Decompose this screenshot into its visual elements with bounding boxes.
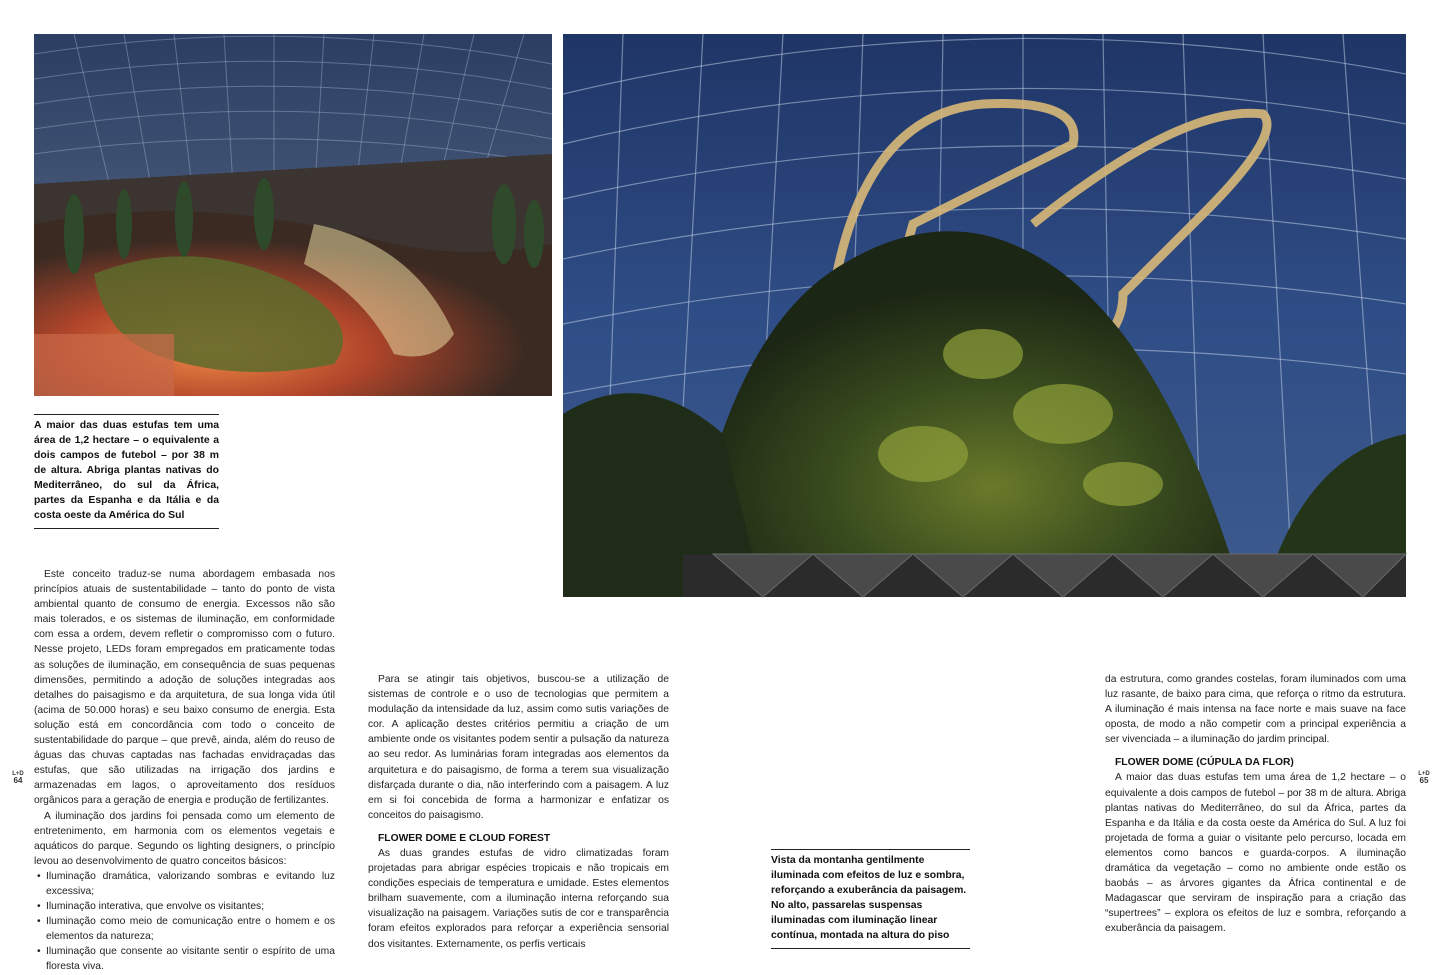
photo-caption-right <box>771 849 970 949</box>
page-number-left <box>12 771 24 785</box>
magazine-logo: L+D <box>1418 771 1430 777</box>
caption-rule-bottom <box>771 948 970 949</box>
caption-text: Vista da montanha gentilmente iluminada com efeitos de luz e sombra, reforçando a exuberância da paisagem. No alto, passarelas suspensas iluminadas com iluminação linear contínua, montada na altura do piso <box>771 855 967 941</box>
paragraph: da estrutura, como grandes costelas, foram iluminados com uma luz rasante, de baixo para cima, que reforça o ritmo da estrutura. A iluminação é mais intensa na face norte e mais suave na face oposta, de modo a não competir com a principal experiência a ser vivenciada – a iluminação do jardim principal. <box>1105 674 1406 746</box>
paragraph: Para se atingir tais objetivos, buscou-se a utilização de sistemas de controle e o uso de tecnologias que permitem a modulação da intensidade da luz, assim como sutis variações de cor. A aplicação destes critérios permitiu a criação de um ambiente onde os visitantes podem sentir a pulsação da natureza ao seu redor. As luminárias foram integradas aos elementos da arquitetura e do paisagismo, de forma a terem sua visualização disfarçada durante o dia, não interferindo com a paisagem. A luz em si foi concebida de forma a harmonizar e enfatizar os conceitos do paisagismo. <box>368 674 669 821</box>
flower-dome-photo <box>34 34 552 396</box>
page-number-right <box>1418 771 1430 785</box>
section-heading: FLOWER DOME E CLOUD FOREST <box>378 832 551 844</box>
text-column-3 <box>1105 672 1406 937</box>
paragraph: A maior das duas estufas tem uma área de 1,2 hectare – o equivalente a dois campos de futebol – por 38 m de altura. Abriga plantas nativas do Mediterrâneo, do sul da África, partes da Espanha e da Itália e da costa oeste da América do Sul. A luz foi projetada de forma a guiar o visitante pelo percurso, locada em elementos como bancos e guarda-corpos. A iluminação dramática da vegetação – como no ambiente onde estão os baobás – as árvores gigantes da África continental e de Madagascar que serviram de inspiração para a criação das “supertrees” – explora os efeitos de luz e sombra, reforçando a exuberância da paisagem. <box>1105 772 1406 935</box>
bullet-item: • Iluminação que consente ao visitante sentir o espírito de uma floresta viva. <box>34 944 335 974</box>
text-column-1 <box>34 567 335 975</box>
section-heading: FLOWER DOME (CÚPULA DA FLOR) <box>1115 757 1294 769</box>
cloud-forest-illustration <box>563 34 1406 597</box>
magazine-logo: L+D <box>12 771 24 777</box>
caption-rule-bottom <box>34 528 219 529</box>
flower-dome-illustration <box>34 34 552 396</box>
bullet-item: • Iluminação como meio de comunicação entre o homem e os elementos da natureza; <box>34 914 335 944</box>
page-number: 64 <box>13 776 23 785</box>
caption-text: A maior das duas estufas tem uma área de 1,2 hectare – o equivalente a dois campos de futebol – por 38 m de altura. Abriga plantas nativas do Mediterrâneo, do sul da África, partes da Espanha e da Itália e da costa oeste da América do Sul <box>34 420 219 521</box>
cloud-forest-photo <box>563 34 1406 597</box>
bullet-item: • Iluminação interativa, que envolve os visitantes; <box>34 899 335 914</box>
page-number: 65 <box>1419 776 1429 785</box>
photo-caption-left <box>34 414 219 529</box>
paragraph: As duas grandes estufas de vidro climatizadas foram projetadas para abrigar espécies tropicais e não tropicais em condições especiais de temperatura e umidade. Estes elementos brilham suavemente, com a iluminação interna reforçando sua visualização na paisagem. Variações sutis de cor e transparência foram efeitos explorados para reforçar a experiência sensorial dos visitantes. Externamente, os perfis verticais <box>368 847 669 950</box>
paragraph: A iluminação dos jardins foi pensada como um elemento de entretenimento, em harmonia com os elementos vegetais e aquáticos do parque. Segundo os lighting designers, o princípio levou ao desenvolvimento de quatro conceitos básicos: <box>34 810 335 867</box>
text-column-2 <box>368 672 669 952</box>
bullet-item: • Iluminação dramática, valorizando sombras e evitando luz excessiva; <box>34 869 335 899</box>
paragraph: Este conceito traduz-se numa abordagem embasada nos princípios atuais de sustentabilidade – tanto do ponto de vista ambiental quanto de consumo de energia. Excessos não são mais tolerados, e os sistemas de iluminação, em conformidade com essa a ordem, devem refletir o compromisso com o futuro. Nesse projeto, LEDs foram empregados em praticamente todas as soluções de iluminação, em consequência de suas pequenas dimensões, permitindo a adoção de soluções integradas aos detalhes do paisagismo e da arquitetura, de sua longa vida útil (acima de 50.000 horas) e seu baixo consumo de energia. Esta solução está em concordância com todo o conceito de sustentabilidade do parque – que prevê, ainda, além do reuso de águas das chuvas captadas nas fachadas envidraçadas das estufas, que são utilizadas na irrigação dos jardins e armazenadas em lagos, o aproveitamento dos resíduos orgânicos para a geração de energia e produção de fertilizantes. <box>34 569 335 807</box>
